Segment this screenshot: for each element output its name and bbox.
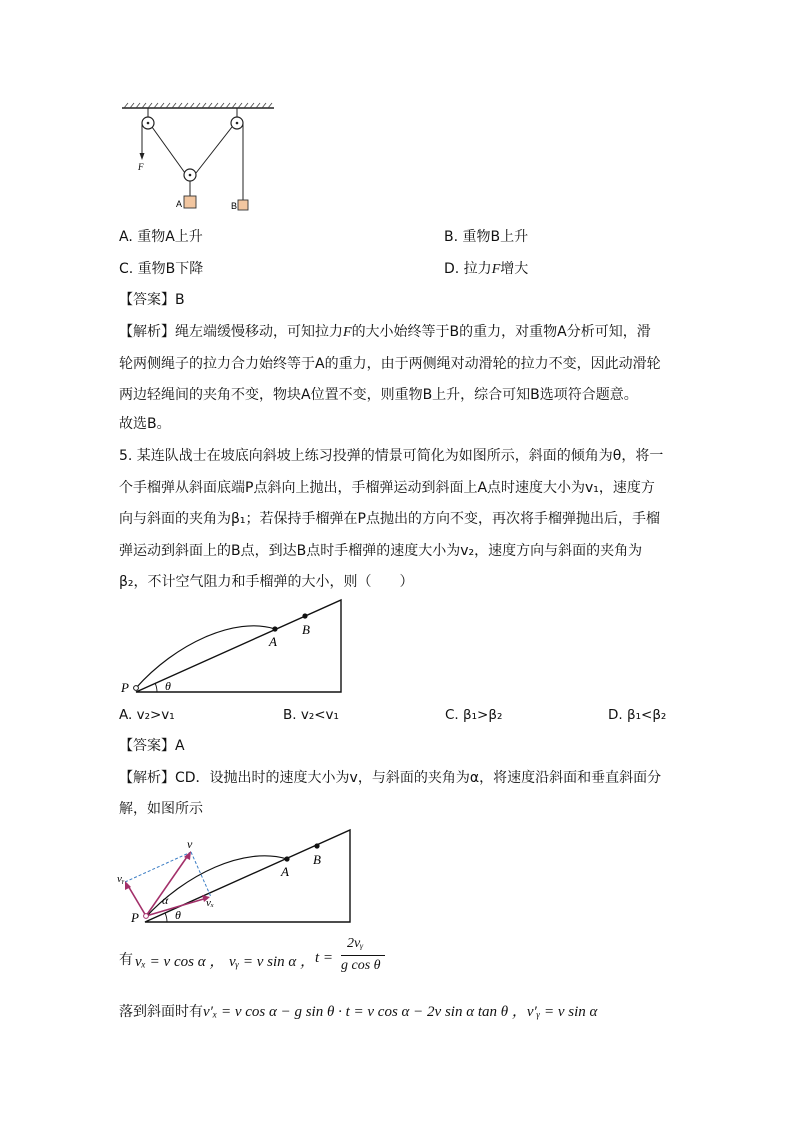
weight-a <box>184 196 196 208</box>
eq2-prefix: 落到斜面时有 <box>119 1004 203 1020</box>
q4-analysis-line1 <box>119 322 651 343</box>
q5-stem-line4: 弹运动到斜面上的B点，到达B点时手榴弹的速度大小为v₂，速度方向与斜面的夹角为 <box>119 543 643 559</box>
q5-option-a: A. v₂>v₁ <box>119 707 175 723</box>
eq1-t-lhs: t = <box>315 950 334 966</box>
decomposition-figure <box>115 826 355 926</box>
q4-option-d-prefix: D. 拉力 <box>444 261 492 277</box>
q4-analysis-line4: 故选B。 <box>119 416 171 432</box>
label-a-2: A <box>281 864 289 879</box>
label-alpha: α <box>162 893 169 907</box>
eq1-prefix: 有 <box>119 952 133 968</box>
point-a <box>272 626 277 631</box>
q5-analysis-line1: 【解析】CD．设抛出时的速度大小为v，与斜面的夹角为α，将速度沿斜面和垂直斜面分 <box>119 770 662 786</box>
q4-answer: 【答案】B <box>119 292 185 308</box>
q4-option-d-suffix: 增大 <box>500 261 529 277</box>
eq2-vx-prime: v′ₓ = v cos α − g sin θ · t = v cos α − 2v sin α tan θ ， <box>203 1004 527 1020</box>
point-b <box>302 613 307 618</box>
label-vy: vᵧ <box>117 873 125 885</box>
q4-analysis-l1-var: F <box>343 325 352 340</box>
point-p <box>134 686 139 691</box>
eq1-t-num: 2vᵧ <box>347 936 364 951</box>
q4-option-d-var: F <box>491 262 501 277</box>
label-theta: θ <box>165 679 171 693</box>
label-p: P <box>121 680 129 695</box>
q5-answer: 【答案】A <box>119 738 185 754</box>
q4-option-a: A. 重物A上升 <box>119 229 203 245</box>
q5-analysis-line2: 解，如图所示 <box>119 801 203 817</box>
label-b: B <box>302 622 310 637</box>
eq1-vx: vₓ = v cos α ， <box>135 954 225 970</box>
label-p-2: P <box>131 910 139 925</box>
label-v: v <box>187 837 193 851</box>
pulley-figure <box>118 100 278 215</box>
label-theta-2: θ <box>175 908 181 922</box>
eq1-t-den: g cos θ <box>341 958 381 973</box>
q4-option-c: C. 重物B下降 <box>119 261 204 277</box>
trajectory <box>136 626 275 688</box>
q5-stem-line2: 个手榴弹从斜面底端P点斜向上抛出，手榴弹运动到斜面上A点时速度大小为v₁，速度方 <box>119 480 655 496</box>
q5-stem-line5: β₂，不计空气阻力和手榴弹的大小，则（ ） <box>119 574 414 590</box>
q4-analysis-l1a: 【解析】绳左端缓慢移动，可知拉力 <box>119 324 343 340</box>
equation-2 <box>119 1000 597 1022</box>
label-vx: vₓ <box>206 897 215 909</box>
q5-stem-line1: 5. 某连队战士在坡底向斜坡上练习投弹的情景可简化为如图所示，斜面的倾角为θ，将一 <box>119 448 664 464</box>
label-B: B <box>231 201 238 211</box>
q4-option-d <box>444 259 528 280</box>
slope-figure <box>115 596 350 696</box>
label-a: A <box>269 634 277 649</box>
weight-b <box>238 200 248 210</box>
fraction-bar <box>341 955 385 956</box>
label-A: A <box>176 199 183 209</box>
q5-option-b: B. v₂<v₁ <box>283 707 339 723</box>
q5-option-c: C. β₁>β₂ <box>445 707 503 723</box>
q5-option-d: D. β₁<β₂ <box>608 707 667 723</box>
q4-option-b: B. 重物B上升 <box>444 229 529 245</box>
q5-stem-line3: 向与斜面的夹角为β₁；若保持手榴弹在P点抛出的方向不变，再次将手榴弹抛出后，手榴 <box>119 511 660 527</box>
label-F: F <box>138 162 144 172</box>
q4-analysis-line3: 两边轻绳间的夹角不变，物块A位置不变，则重物B上升，综合可知B选项符合题意。 <box>119 387 638 403</box>
q4-analysis-line2: 轮两侧绳子的拉力合力始终等于A的重力，由于两侧绳对动滑轮的拉力不变，因此动滑轮 <box>119 356 661 372</box>
label-b-2: B <box>313 852 321 867</box>
eq1-vy: vᵧ = v sin α ， <box>229 954 316 970</box>
eq2-vy-prime: v′ᵧ = v sin α <box>526 1004 598 1020</box>
q4-analysis-l1b: 的大小始终等于B的重力，对重物A分析可知，滑 <box>351 324 651 340</box>
